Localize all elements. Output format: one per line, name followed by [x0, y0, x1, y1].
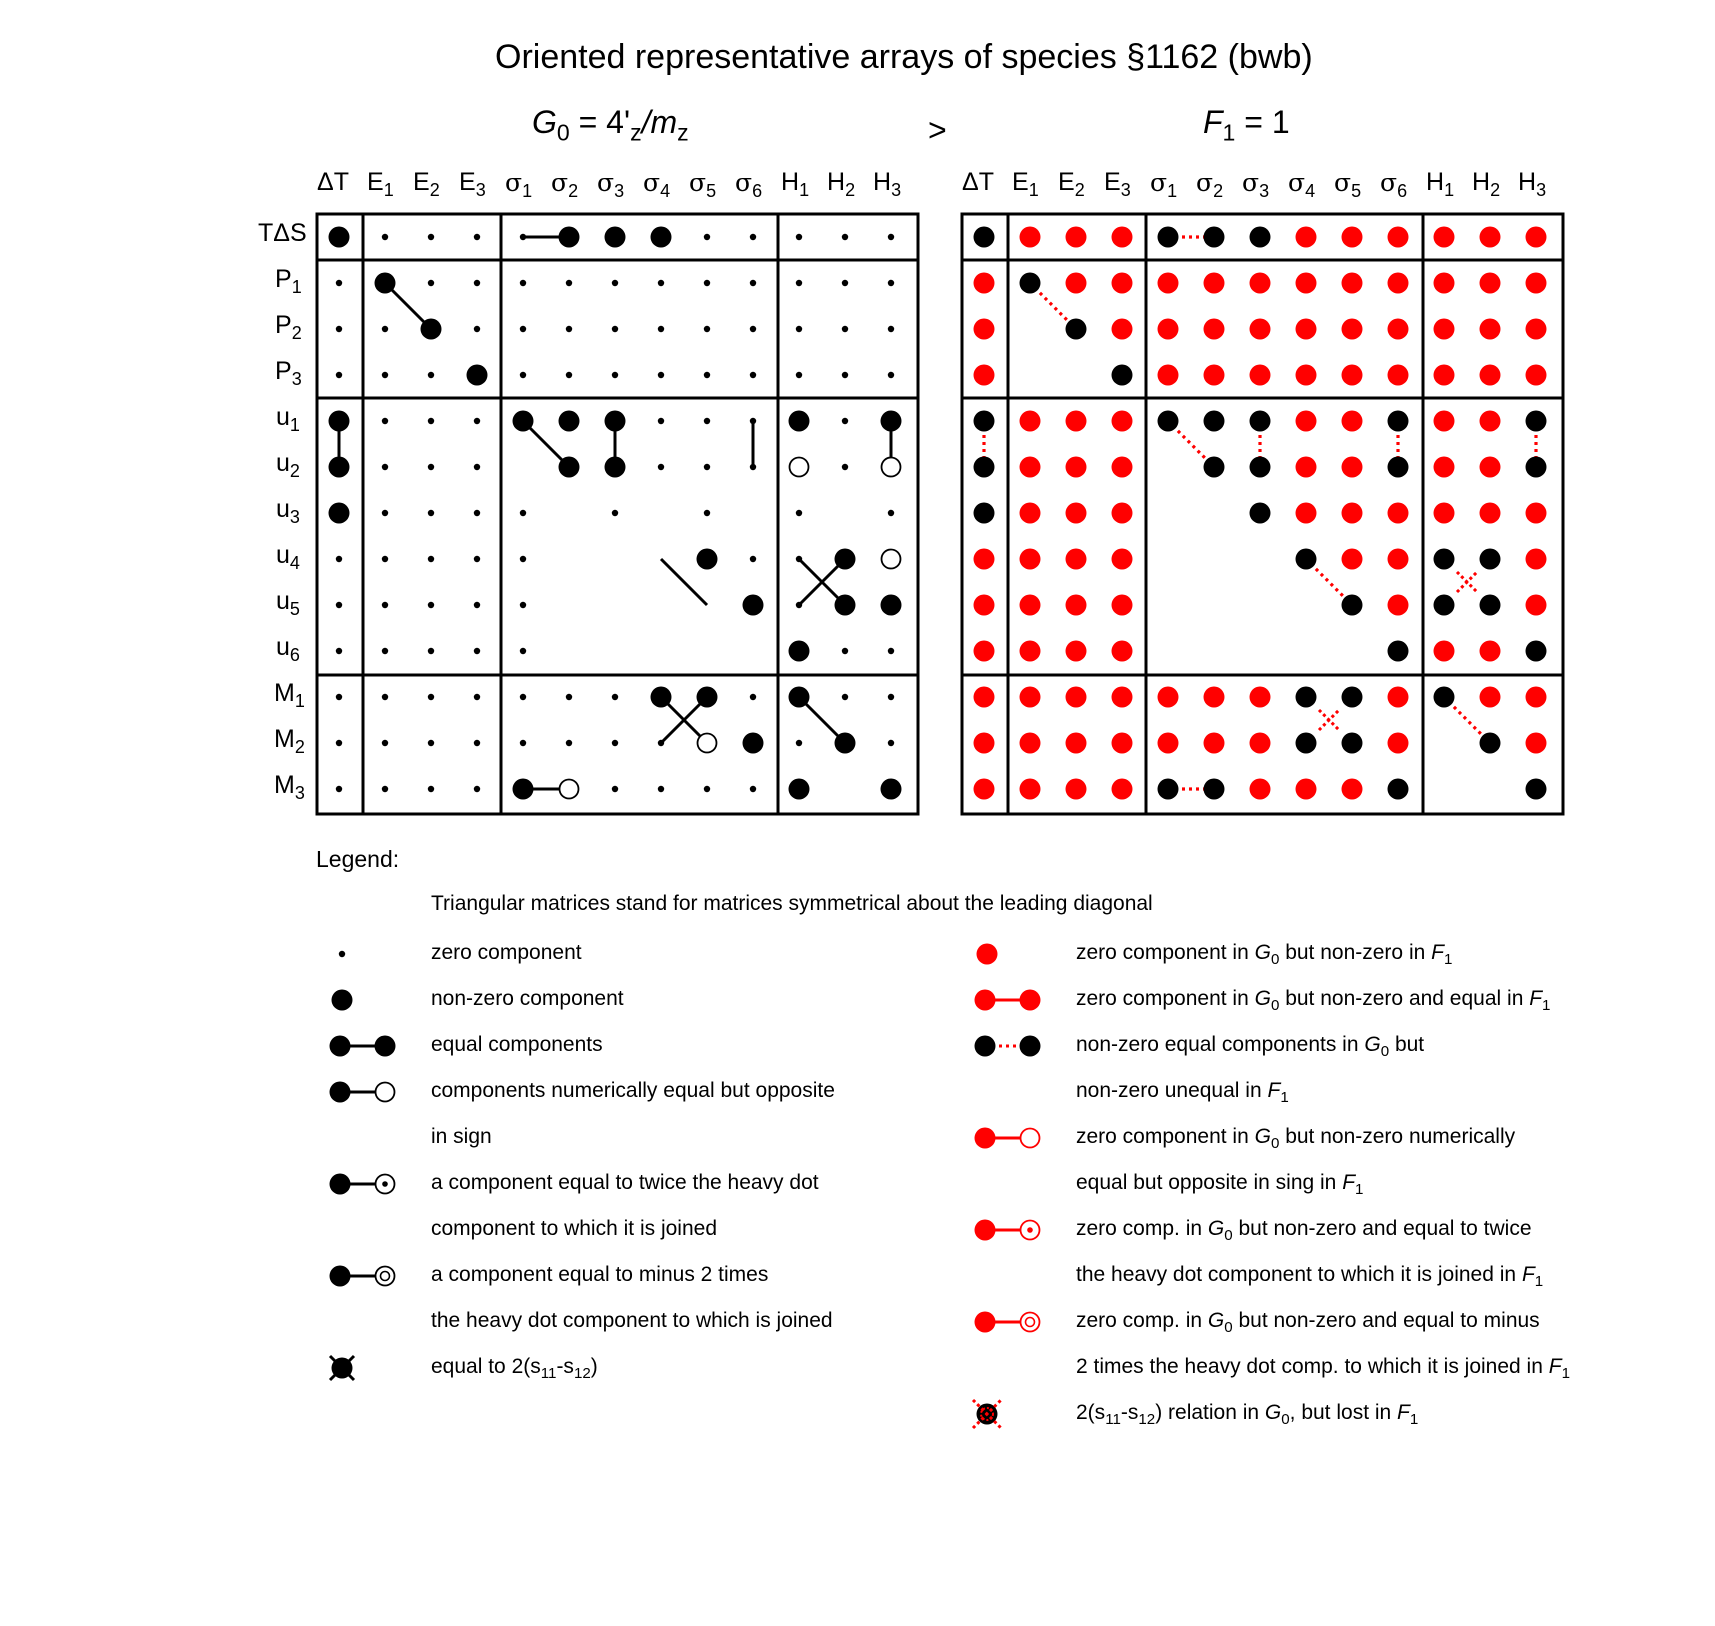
- right-column-header: $\sigma_3$: [1242, 168, 1270, 201]
- right-legend-text: zero comp. in $G_0$ but non-zero and equal to twice: [1076, 1217, 1532, 1244]
- left-legend-text: in sign: [431, 1125, 492, 1148]
- right-matrix-header: [1203, 104, 1290, 146]
- row-header: TΔS: [258, 219, 307, 247]
- f-symbol: F: [1203, 104, 1223, 140]
- left-legend-text: component to which it is joined: [431, 1217, 717, 1240]
- right-legend-text: $2(s_{11}-s_{12})$ relation in $G_0$, but lost in $F_1$: [1076, 1401, 1419, 1428]
- left-legend-text: the heavy dot component to which is joined: [431, 1309, 833, 1332]
- right-legend-text: equal but opposite in sing in $F_1$: [1076, 1171, 1364, 1198]
- right-column-header: $H_1$: [1426, 168, 1455, 200]
- right-column-header: $\sigma_1$: [1150, 168, 1178, 201]
- row-header: $M_2$: [274, 725, 305, 757]
- row-header: $P_1$: [275, 265, 302, 297]
- left-column-header: $\sigma_4$: [643, 168, 671, 201]
- row-header: $u_4$: [276, 541, 300, 573]
- right-column-header: $\sigma_4$: [1288, 168, 1316, 201]
- right-legend-text: non-zero unequal in $F_1$: [1076, 1079, 1289, 1106]
- row-header: $P_3$: [275, 357, 302, 389]
- f-rest: = 1: [1235, 104, 1290, 140]
- left-column-header: $\sigma_5$: [689, 168, 717, 201]
- f-subscript: 1: [1222, 119, 1236, 146]
- left-column-header: ΔT: [317, 168, 349, 196]
- right-column-header: $E_2$: [1058, 168, 1085, 200]
- left-column-header: $\sigma_3$: [597, 168, 625, 201]
- left-column-header: $\sigma_2$: [551, 168, 579, 201]
- left-legend-text: non-zero component: [431, 987, 624, 1010]
- right-legend-text: zero component in $G_0$ but non-zero in $F_1$: [1076, 941, 1453, 968]
- row-header: $M_3$: [274, 771, 305, 803]
- g-subscript: 0: [556, 119, 570, 146]
- right-column-header: $H_2$: [1472, 168, 1501, 200]
- left-legend-text: a component equal to twice the heavy dot: [431, 1171, 819, 1194]
- g-symbol: G: [532, 104, 557, 140]
- legend-note: Triangular matrices stand for matrices symmetrical about the leading diagonal: [431, 892, 1153, 915]
- g-rest: = 4': [569, 104, 631, 140]
- right-column-header: ΔT: [962, 168, 994, 196]
- right-legend-text: zero comp. in $G_0$ but non-zero and equal to minus: [1076, 1309, 1540, 1336]
- page-title: Oriented representative arrays of species §1162 (bwb): [495, 38, 1313, 76]
- left-legend-text: zero component: [431, 941, 582, 964]
- right-legend-text: non-zero equal components in $G_0$ but: [1076, 1033, 1425, 1060]
- row-header: $u_1$: [276, 403, 300, 435]
- g-rest-2: /m: [641, 104, 678, 140]
- right-column-header: $\sigma_2$: [1196, 168, 1224, 201]
- left-column-header: $H_3$: [873, 168, 902, 200]
- legend-title: Legend:: [316, 846, 400, 872]
- left-legend-text: components numerically equal but opposite: [431, 1079, 835, 1102]
- row-header: $u_5$: [276, 587, 300, 619]
- right-legend-text: 2 times the heavy dot comp. to which it is joined in $F_1$: [1076, 1355, 1570, 1382]
- row-header: $u_3$: [276, 495, 300, 527]
- right-column-header: $\sigma_6$: [1380, 168, 1408, 201]
- right-column-header: $\sigma_5$: [1334, 168, 1362, 201]
- row-header: $u_2$: [276, 449, 300, 481]
- right-legend-text: the heavy dot component to which it is joined in $F_1$: [1076, 1263, 1544, 1290]
- g-subscript-3: z: [677, 119, 689, 146]
- right-column-header: $E_3$: [1104, 168, 1131, 200]
- right-column-header: $E_1$: [1012, 168, 1039, 200]
- left-matrix-header: [532, 104, 689, 146]
- row-header: $M_1$: [274, 679, 305, 711]
- left-legend-text: equal to $2(s_{11}-s_{12})$: [431, 1355, 598, 1382]
- left-column-header: $E_1$: [367, 168, 394, 200]
- row-header: $u_6$: [276, 633, 300, 665]
- right-legend-text: zero component in $G_0$ but non-zero and equal in $F_1$: [1076, 987, 1551, 1014]
- g-subscript-2: z: [630, 119, 642, 146]
- right-legend-text: zero component in $G_0$ but non-zero numerically: [1076, 1125, 1516, 1152]
- left-column-header: $E_3$: [459, 168, 486, 200]
- left-column-header: $H_2$: [827, 168, 856, 200]
- right-column-header: $H_3$: [1518, 168, 1547, 200]
- left-column-header: $\sigma_6$: [735, 168, 763, 201]
- left-legend-text: a component equal to minus 2 times: [431, 1263, 769, 1286]
- comparator-sign: >: [928, 112, 947, 148]
- left-column-header: $E_2$: [413, 168, 440, 200]
- left-column-header: $\sigma_1$: [505, 168, 533, 201]
- left-column-header: $H_1$: [781, 168, 810, 200]
- left-legend-text: equal components: [431, 1033, 603, 1056]
- row-header: $P_2$: [275, 311, 302, 343]
